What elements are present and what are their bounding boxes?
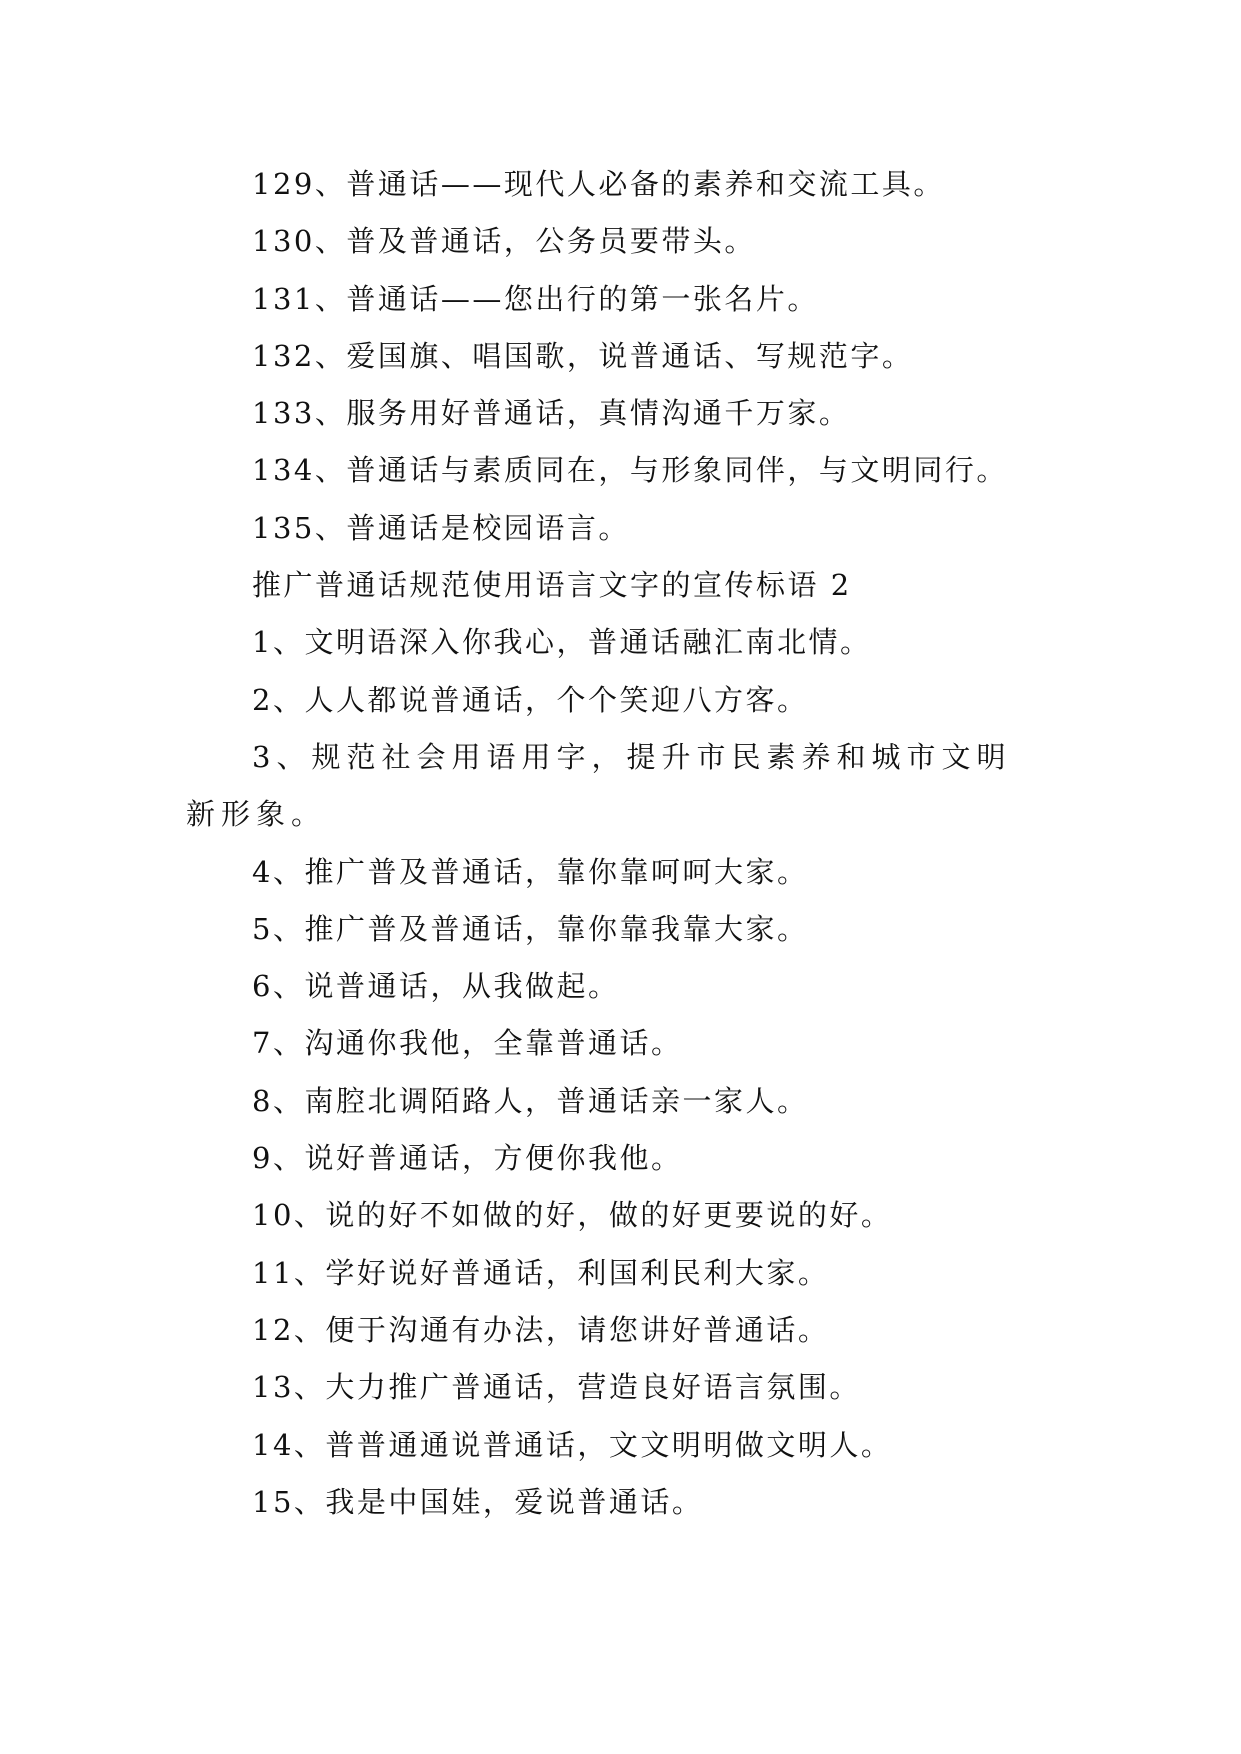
slogan-line: 12、便于沟通有办法，请您讲好普通话。	[252, 1312, 830, 1347]
slogan-line: 3、规范社会用语用字，提升市民素养和城市文明新形象。	[186, 739, 1012, 832]
slogan-line: 2、人人都说普通话，个个笑迎八方客。	[252, 682, 809, 717]
slogan-line: 14、普普通通说普通话，文文明明做文明人。	[252, 1427, 893, 1462]
slogan-line: 11、学好说好普通话，利国利民利大家。	[252, 1255, 830, 1290]
slogan-line: 10、说的好不如做的好，做的好更要说的好。	[252, 1198, 893, 1233]
slogan-line: 4、推广普及普通话，靠你靠呵呵大家。	[252, 854, 809, 889]
slogan-line: 9、说好普通话，方便你我他。	[252, 1141, 683, 1176]
document-body	[186, 156, 1046, 1531]
slogan-line: 5、推广普及普通话，靠你靠我靠大家。	[252, 911, 809, 946]
slogan-line: 8、南腔北调陌路人，普通话亲一家人。	[252, 1083, 809, 1118]
slogan-line: 7、沟通你我他，全靠普通话。	[252, 1026, 683, 1061]
slogan-line: 134、普通话与素质同在，与形象同伴，与文明同行。	[252, 453, 1008, 488]
slogan-line: 129、普通话——现代人必备的素养和交流工具。	[252, 167, 945, 201]
slogan-line: 133、服务用好普通话，真情沟通千万家。	[252, 396, 851, 431]
slogan-line: 130、普及普通话，公务员要带头。	[252, 224, 756, 259]
slogan-line: 13、大力推广普通话，营造良好语言氛围。	[252, 1370, 861, 1405]
section-heading: 推广普通话规范使用语言文字的宣传标语 2	[252, 568, 852, 603]
slogan-line: 135、普通话是校园语言。	[252, 510, 630, 545]
slogan-line: 1、文明语深入你我心，普通话融汇南北情。	[252, 625, 872, 660]
slogan-line: 131、普通话——您出行的第一张名片。	[252, 281, 819, 316]
slogan-line: 132、爱国旗、唱国歌，说普通话、写规范字。	[252, 338, 914, 373]
slogan-line: 6、说普通话，从我做起。	[252, 969, 620, 1004]
slogan-line: 15、我是中国娃，爱说普通话。	[252, 1484, 704, 1519]
